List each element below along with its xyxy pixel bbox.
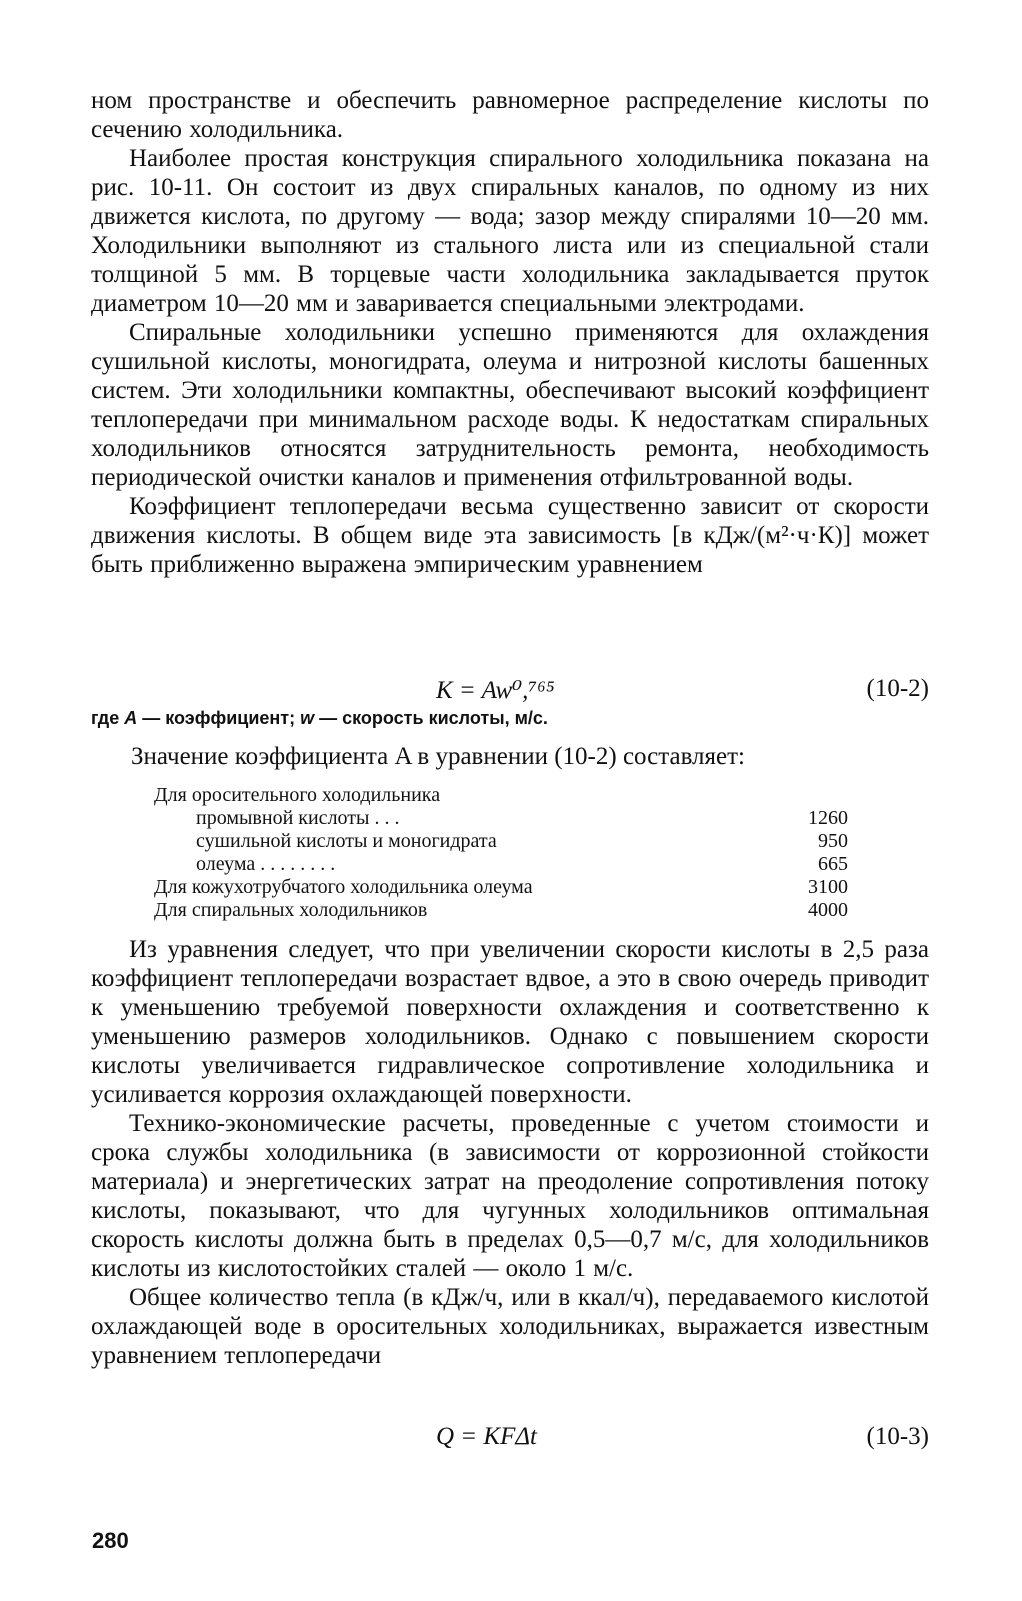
equation-number: (10-2) [866,675,929,702]
paragraph-total-heat: Общее количество тепла (в кДж/ч, или в ккал/ч), передаваемого кислотой охлаждающей воде в оросительных холодильниках, выражается известным уравнением теплопередачи [91,1284,929,1369]
formula-10-2 [91,675,929,705]
coefficient-row [154,853,848,876]
coefficient-label: сушильной кислоты и моногидрата [196,830,497,852]
coefficient-label: Для оросительного холодильника [154,784,441,806]
coefficient-value: 665 [818,853,848,875]
coefficient-value: 950 [818,830,848,852]
coefficient-label: Для спиральных холодильников [154,899,428,921]
equation-number: (10-3) [866,1423,929,1450]
paragraph-heat-coefficient: Коэффициент теплопередачи весьма существенно зависит от скорости движения кислоты. В общем виде эта зависимость [в кДж/(м²·ч·К)] может быть приближенно выражена эмпирическим уравнением [91,493,929,578]
legend-a-text: — коэффициент; [137,708,301,728]
page-number: 280 [92,1528,129,1553]
paragraph-velocity-effect: Из уравнения следует, что при увеличении скорости кислоты в 2,5 раза коэффициент теплопередачи возрастает вдвое, а это в свою очередь приводит к уменьшению требуемой поверхности охлаждения и соответственно к уменьшению размеров холодильников. Однако с повышением скорости кислоты увеличивается гидравлическое сопротивление холодильника и усиливается коррозия охлаждающей поверхности. [91,936,929,1108]
formula-text: K = Aw⁰,⁷⁶⁵ [436,677,555,704]
coefficient-row [154,807,848,830]
formula-legend [91,705,929,731]
coefficient-value: 3100 [808,876,848,898]
text-block-bottom [91,935,929,1370]
paragraph-spiral-usage: Спиральные холодильники успешно применяются для охлаждения сушильной кислоты, моногидрата, олеума и нитрозной кислоты башенных систем. Эти холодильники компактны, обеспечивают высокий коэффициент теплопередачи при минимальном расходе воды. К недостаткам спиральных холодильников относятся затруднительность ремонта, необходимость периодической очистки каналов и применения отфильтрованной воды. [91,319,929,491]
coefficient-label: промывной кислоты . . . [196,807,400,829]
paragraph-economic-calc: Технико-экономические расчеты, проведенные с учетом стоимости и срока службы холодильника (в зависимости от коррозионной стойкости материала) и энергетических затрат на преодоление сопротивления потоку кислоты, показывают, что для чугунных холодильников оптимальная скорость кислоты должна быть в пределах 0,5—0,7 м/с, для холодильников кислоты из кислотостойких сталей — около 1 м/с. [91,1110,929,1282]
coefficient-value: 1260 [808,807,848,829]
formula-text: Q = KFΔt [436,1423,537,1450]
coefficient-row [154,830,848,853]
coefficient-label: олеума . . . . . . . . [196,853,336,875]
coefficient-row [154,899,848,922]
coefficient-label: Для кожухотрубчатого холодильника олеума [154,876,533,898]
legend-prefix: где [91,708,125,728]
paragraph-continuation: ном пространстве и обеспечить равномерное распределение кислоты по сечению холодильника. [91,87,929,143]
formula-10-3 [91,1423,929,1453]
legend-w-text: — скорость кислоты, м/с. [314,708,548,728]
coefficient-table [154,784,848,922]
coefficient-row [154,784,848,807]
legend-symbol-w: w [300,708,315,728]
coefficient-value: 4000 [808,899,848,921]
text-block-top [91,86,929,579]
coefficient-value [758,784,848,807]
coefficient-row [154,876,848,899]
coefficient-intro: Значение коэффициента A в уравнении (10-2) составляет: [131,743,746,770]
legend-symbol-a: A [124,708,138,728]
paragraph-spiral-cooler: Наиболее простая конструкция спирального холодильника показана на рис. 10-11. Он состоит из двух спиральных каналов, по одному из них движется кислота, по другому — вода; зазор между спиралями 10—20 мм. Холодильники выполняют из стального листа или из специальной стали толщиной 5 мм. В торцевые части холодильника закладывается пруток диаметром 10—20 мм и заваривается специальными электродами. [91,145,929,317]
